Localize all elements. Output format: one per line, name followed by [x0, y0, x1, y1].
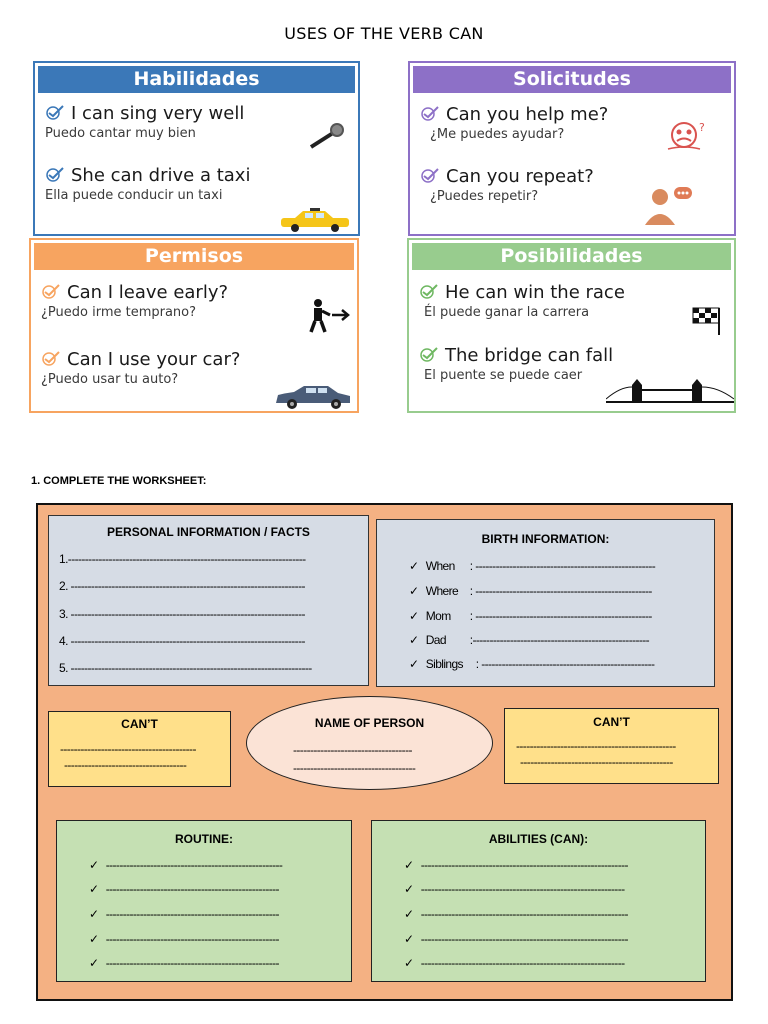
example-english: Can you repeat? — [446, 166, 594, 187]
checkmark-icon: ✓ — [89, 907, 99, 921]
section-heading: 1. COMPLETE THE WORKSHEET: — [31, 475, 207, 487]
blank-line[interactable]: : ----------------------------------------------------- — [469, 559, 656, 573]
cant-box-left — [48, 711, 231, 787]
example-spanish: ¿Puedes repetir? — [430, 189, 539, 204]
blank-line[interactable]: ---------------------------------------------------- — [105, 858, 283, 872]
routine-line[interactable] — [89, 858, 349, 872]
example-spanish: Puedo cantar muy bien — [45, 126, 196, 141]
card-item — [419, 282, 724, 320]
birth-info-title: BIRTH INFORMATION: — [481, 532, 610, 546]
example-spanish: Ella puede conducir un taxi — [45, 188, 223, 203]
blank-line[interactable]: 3. --------------------------------------------------------------------- — [59, 607, 305, 621]
card-habilidades — [33, 61, 360, 236]
card-header-permisos: Permisos — [34, 243, 354, 270]
checkmark-icon: ✓ — [89, 882, 99, 896]
checkmark-icon: ✓ — [89, 858, 99, 872]
card-posibilidades — [407, 238, 736, 413]
checkmark-icon: ✓ — [404, 882, 414, 896]
example-spanish: El puente se puede caer — [424, 368, 583, 383]
routine-line[interactable] — [89, 882, 349, 896]
microphone-icon — [307, 121, 347, 156]
birth-label: Dad — [425, 633, 446, 647]
birth-label: Where — [425, 584, 459, 598]
example-spanish: Él puede ganar la carrera — [424, 305, 590, 320]
svg-text:?: ? — [699, 121, 705, 134]
personal-info-box — [48, 515, 369, 686]
name-of-person-title: NAME OF PERSON — [314, 716, 425, 730]
card-item — [419, 345, 724, 383]
example-spanish: ¿Me puedes ayudar? — [430, 127, 565, 142]
blank-line[interactable]: ----------------------------------- — [293, 743, 412, 757]
card-permisos — [29, 238, 359, 413]
blank-line[interactable]: --------------------------------------------------- — [105, 932, 279, 946]
checkmark-icon: ✓ — [89, 956, 99, 970]
birth-row-where[interactable] — [409, 584, 709, 598]
name-of-person-oval — [246, 696, 493, 790]
car-icon — [272, 383, 354, 414]
routine-box — [56, 820, 352, 982]
checkmark-icon — [45, 104, 65, 120]
birth-row-siblings[interactable] — [409, 657, 709, 671]
example-english: Can you help me? — [446, 104, 609, 125]
confused-face-icon — [664, 119, 710, 158]
blank-line[interactable]: 5. ----------------------------------------------------------------------- — [59, 661, 312, 675]
blank-line[interactable]: 4. --------------------------------------------------------------------- — [59, 634, 305, 648]
example-english: Can I use your car? — [67, 349, 241, 370]
routine-line[interactable] — [89, 932, 349, 946]
checkmark-icon — [41, 350, 61, 366]
checkered-flag-icon — [689, 306, 723, 341]
blank-line[interactable]: ---------------------------------------- — [60, 742, 196, 756]
blank-line[interactable]: ------------------------------------------------------------- — [420, 907, 628, 921]
blank-line[interactable]: ------------------------------------ — [293, 761, 416, 775]
card-item — [41, 282, 347, 320]
birth-row-mom[interactable] — [409, 609, 709, 623]
birth-row-when[interactable] — [409, 559, 709, 573]
blank-line[interactable]: ------------------------------------------------------------- — [420, 858, 628, 872]
card-header-solicitudes: Solicitudes — [413, 66, 731, 93]
checkmark-icon: ✓ — [409, 657, 419, 671]
bridge-icon — [606, 379, 734, 414]
abilities-line[interactable] — [404, 882, 700, 896]
birth-label: When — [425, 559, 455, 573]
example-english: Can I leave early? — [67, 282, 229, 303]
card-item — [45, 103, 348, 141]
blank-line[interactable]: ------------------------------------------------------------- — [420, 932, 628, 946]
card-header-habilidades: Habilidades — [38, 66, 355, 93]
example-english: I can sing very well — [71, 103, 245, 124]
checkmark-icon: ✓ — [409, 609, 419, 623]
checkmark-icon — [45, 166, 65, 182]
blank-line[interactable]: ------------------------------------ — [64, 758, 187, 772]
blank-line[interactable]: : --------------------------------------------------- — [475, 657, 655, 671]
worksheet — [36, 503, 733, 1001]
speaking-person-icon — [642, 185, 694, 230]
checkmark-icon: ✓ — [404, 932, 414, 946]
leaving-person-icon — [306, 298, 350, 339]
birth-row-dad[interactable] — [409, 633, 709, 647]
card-item — [45, 165, 348, 203]
birth-label: Siblings — [425, 657, 463, 671]
abilities-line[interactable] — [404, 907, 700, 921]
blank-line[interactable]: : ---------------------------------------------------- — [469, 584, 652, 598]
checkmark-icon — [41, 283, 61, 299]
example-english: She can drive a taxi — [71, 165, 251, 186]
blank-line[interactable]: ----------------------------------------------- — [516, 739, 676, 753]
birth-label: Mom — [425, 609, 451, 623]
card-solicitudes — [408, 61, 736, 236]
checkmark-icon: ✓ — [409, 633, 419, 647]
checkmark-icon: ✓ — [404, 956, 414, 970]
checkmark-icon: ✓ — [409, 584, 419, 598]
cant-title: CAN’T — [121, 717, 158, 731]
abilities-title: ABILITIES (CAN): — [488, 832, 589, 846]
checkmark-icon: ✓ — [409, 559, 419, 573]
blank-line[interactable]: 2. --------------------------------------------------------------------- — [59, 579, 305, 593]
checkmark-icon: ✓ — [404, 858, 414, 872]
example-spanish: ¿Puedo usar tu auto? — [41, 372, 179, 387]
routine-line[interactable] — [89, 907, 349, 921]
card-header-posibilidades: Posibilidades — [412, 243, 731, 270]
cant-box-right — [504, 708, 719, 784]
checkmark-icon — [420, 167, 440, 183]
checkmark-icon: ✓ — [404, 907, 414, 921]
routine-line[interactable] — [89, 956, 349, 970]
checkmark-icon — [419, 283, 439, 299]
abilities-line[interactable] — [404, 932, 700, 946]
checkmark-icon — [419, 346, 439, 362]
blank-line[interactable]: --------------------------------------------------- — [105, 882, 279, 896]
routine-title: ROUTINE: — [175, 832, 233, 846]
blank-line[interactable]: --------------------------------------------------- — [105, 956, 279, 970]
example-english: He can win the race — [445, 282, 625, 303]
checkmark-icon — [420, 105, 440, 121]
blank-line[interactable]: ------------------------------------------------------------ — [420, 956, 625, 970]
personal-info-title: PERSONAL INFORMATION / FACTS — [107, 525, 310, 539]
abilities-line[interactable] — [404, 956, 700, 970]
taxi-icon — [279, 208, 351, 237]
page-title: USES OF THE VERB CAN — [284, 24, 484, 43]
checkmark-icon: ✓ — [89, 932, 99, 946]
blank-line[interactable]: :---------------------------------------------------- — [469, 633, 650, 647]
blank-line[interactable]: --------------------------------------------- — [520, 755, 673, 769]
example-english: The bridge can fall — [445, 345, 614, 366]
birth-info-box — [376, 519, 715, 687]
blank-line[interactable]: 1.---------------------------------------------------------------------- — [59, 552, 306, 566]
blank-line[interactable]: ------------------------------------------------------------ — [420, 882, 625, 896]
blank-line[interactable]: --------------------------------------------------- — [105, 907, 279, 921]
cant-title: CAN’T — [593, 715, 630, 729]
abilities-line[interactable] — [404, 858, 700, 872]
example-spanish: ¿Puedo irme temprano? — [41, 305, 197, 320]
card-item — [41, 349, 347, 387]
abilities-box — [371, 820, 706, 982]
blank-line[interactable]: : ---------------------------------------------------- — [469, 609, 652, 623]
